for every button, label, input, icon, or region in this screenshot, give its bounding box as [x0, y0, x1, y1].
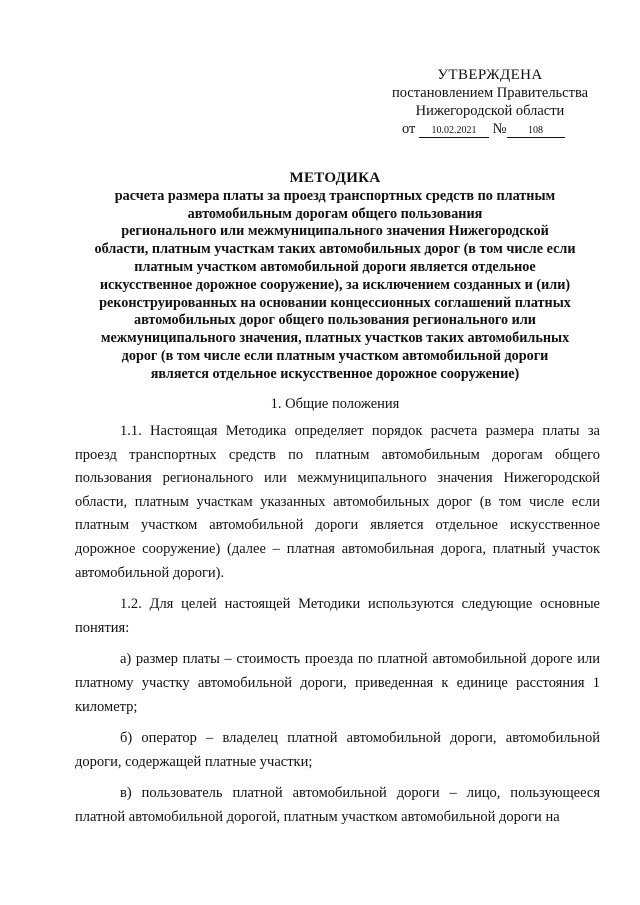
title-line: автомобильных дорог общего пользования регионального или — [134, 312, 536, 329]
title-line: реконструированных на основании концессионных соглашений платных — [99, 294, 571, 311]
paragraph-c: в) пользователь платной автомобильной дороги – лицо, пользующееся платной автомобильной дорогой, платным участком автомобильной дороги на — [75, 785, 600, 825]
title-line: расчета размера платы за проезд транспортных средств по платным — [114, 187, 556, 204]
approval-region: Нижегородской области — [415, 103, 565, 119]
from-label: от — [402, 121, 416, 137]
paragraph-1-2: 1.2. Для целей настоящей Методики используются следующие основные понятия: — [75, 596, 600, 636]
approval-date: 10.02.2021 — [419, 125, 489, 138]
document-body — [75, 420, 600, 830]
approval-authority: постановлением Правительства — [391, 85, 589, 101]
section-heading: 1. Общие положения — [270, 396, 400, 412]
title-line: искусственное дорожное сооружение), за исключением созданных и (или) — [99, 276, 571, 293]
title-line: является отдельное искусственное дорожное сооружение) — [150, 365, 520, 382]
approval-date-line — [380, 120, 600, 138]
approval-stamp — [380, 66, 600, 138]
approval-number: 108 — [507, 125, 565, 138]
title-line: области, платным участкам таких автомобильных дорог (в том числе если — [94, 241, 576, 258]
paragraph-b: б) оператор – владелец платной автомобильной дороги, автомобильной дороги, содержащей платные участки; — [75, 730, 600, 770]
title-line: дорог (в том числе если платным участком автомобильной дороги — [121, 347, 549, 364]
paragraph-1-1: 1.1. Настоящая Методика определяет порядок расчета размера платы за проезд транспортных средств по платным автомобильным дорогам общего пользования регионального или межмуниципального значения Нижегородской области, платным участкам указанных автомобильных дорог (в том числе если платным участком автомобильной дороги является отдельное искусственное дорожное сооружение) (далее – платная автомобильная дорога, платный участок автомобильной дороги). — [75, 423, 600, 581]
title-line: автомобильным дорогам общего пользования — [187, 205, 483, 222]
title-line: межмуниципального значения, платных участков таких автомобильных — [100, 330, 570, 347]
title-line: регионального или межмуниципального значения Нижегородской — [121, 223, 549, 240]
approval-title: УТВЕРЖДЕНА — [437, 67, 543, 83]
title-line: платным участком автомобильной дороги является отдельное — [134, 258, 536, 275]
number-label: № — [492, 121, 507, 137]
title-main: МЕТОДИКА — [289, 170, 381, 186]
document-title — [70, 170, 600, 384]
paragraph-a: а) размер платы – стоимость проезда по платной автомобильной дороге или платному участку автомобильной дороги, приведенная к единице расстояния 1 километр; — [75, 651, 600, 715]
